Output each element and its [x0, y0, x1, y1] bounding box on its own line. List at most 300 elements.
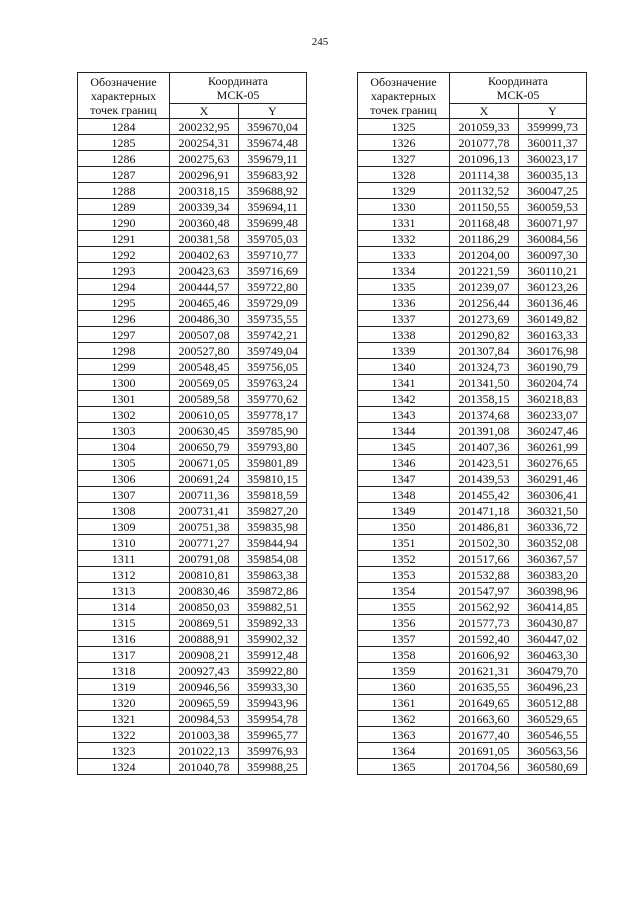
table-row [358, 167, 587, 183]
point-number: 1285 [78, 135, 170, 151]
point-number: 1284 [78, 119, 170, 135]
point-number: 1304 [78, 439, 170, 455]
x-value: 201532,88 [450, 567, 519, 583]
point-number: 1335 [358, 279, 450, 295]
table-row [78, 407, 307, 423]
point-number: 1294 [78, 279, 170, 295]
point-number: 1362 [358, 711, 450, 727]
point-number: 1300 [78, 375, 170, 391]
y-value: 360430,87 [519, 615, 587, 631]
x-value: 201691,05 [450, 743, 519, 759]
x-value: 201407,36 [450, 439, 519, 455]
table-row [78, 183, 307, 199]
point-number: 1316 [78, 631, 170, 647]
header-x: X [450, 104, 519, 119]
x-value: 201186,29 [450, 231, 519, 247]
point-number: 1295 [78, 295, 170, 311]
table-row [358, 663, 587, 679]
y-value: 359933,30 [239, 679, 307, 695]
y-value: 359882,51 [239, 599, 307, 615]
y-value: 359902,32 [239, 631, 307, 647]
x-value: 200927,43 [170, 663, 239, 679]
y-value: 360496,23 [519, 679, 587, 695]
point-number: 1293 [78, 263, 170, 279]
table-row [358, 519, 587, 535]
y-value: 360023,17 [519, 151, 587, 167]
y-value: 359729,09 [239, 295, 307, 311]
table-row [358, 679, 587, 695]
table-row [78, 583, 307, 599]
x-value: 200232,95 [170, 119, 239, 135]
table-row [358, 423, 587, 439]
table-row [358, 151, 587, 167]
header-y: Y [239, 104, 307, 119]
x-value: 200650,79 [170, 439, 239, 455]
point-number: 1289 [78, 199, 170, 215]
header-point-id-text: Обозначение характерных точек границ [90, 74, 157, 117]
x-value: 201704,56 [450, 759, 519, 775]
point-number: 1309 [78, 519, 170, 535]
point-number: 1336 [358, 295, 450, 311]
x-value: 200402,63 [170, 247, 239, 263]
table-row [358, 551, 587, 567]
x-value: 201391,08 [450, 423, 519, 439]
point-number: 1354 [358, 583, 450, 599]
table-row [78, 455, 307, 471]
point-number: 1314 [78, 599, 170, 615]
point-number: 1313 [78, 583, 170, 599]
point-number: 1325 [358, 119, 450, 135]
x-value: 200965,59 [170, 695, 239, 711]
point-number: 1299 [78, 359, 170, 375]
y-value: 360479,70 [519, 663, 587, 679]
y-value: 359854,08 [239, 551, 307, 567]
point-number: 1359 [358, 663, 450, 679]
table-row [358, 343, 587, 359]
y-value: 360011,37 [519, 135, 587, 151]
table-row [358, 455, 587, 471]
table-row [78, 487, 307, 503]
x-value: 200751,38 [170, 519, 239, 535]
y-value: 360059,53 [519, 199, 587, 215]
table-row [358, 311, 587, 327]
x-value: 201132,52 [450, 183, 519, 199]
x-value: 201290,82 [450, 327, 519, 343]
y-value: 359716,69 [239, 263, 307, 279]
x-value: 200610,05 [170, 407, 239, 423]
point-number: 1339 [358, 343, 450, 359]
y-value: 359965,77 [239, 727, 307, 743]
point-number: 1343 [358, 407, 450, 423]
table-row [358, 359, 587, 375]
y-value: 359694,11 [239, 199, 307, 215]
table-row [358, 375, 587, 391]
x-value: 200381,58 [170, 231, 239, 247]
y-value: 359763,24 [239, 375, 307, 391]
table-row [358, 119, 587, 135]
x-value: 200869,51 [170, 615, 239, 631]
y-value: 359785,90 [239, 423, 307, 439]
point-number: 1323 [78, 743, 170, 759]
y-value: 359810,15 [239, 471, 307, 487]
point-number: 1358 [358, 647, 450, 663]
table-row [78, 295, 307, 311]
point-number: 1317 [78, 647, 170, 663]
table-row [78, 647, 307, 663]
point-number: 1305 [78, 455, 170, 471]
table-row [358, 295, 587, 311]
table-row [78, 567, 307, 583]
x-value: 201324,73 [450, 359, 519, 375]
point-number: 1350 [358, 519, 450, 535]
y-value: 360529,65 [519, 711, 587, 727]
point-number: 1287 [78, 167, 170, 183]
x-value: 201486,81 [450, 519, 519, 535]
x-value: 201221,59 [450, 263, 519, 279]
table-row [78, 327, 307, 343]
x-value: 201374,68 [450, 407, 519, 423]
table-row [358, 487, 587, 503]
y-value: 360123,26 [519, 279, 587, 295]
point-number: 1361 [358, 695, 450, 711]
x-value: 201022,13 [170, 743, 239, 759]
x-value: 200691,24 [170, 471, 239, 487]
table-row [78, 151, 307, 167]
point-number: 1327 [358, 151, 450, 167]
y-value: 360512,88 [519, 695, 587, 711]
x-value: 201150,55 [450, 199, 519, 215]
table-row [78, 391, 307, 407]
table-row [358, 439, 587, 455]
x-value: 200791,08 [170, 551, 239, 567]
y-value: 359988,25 [239, 759, 307, 775]
table-row [358, 583, 587, 599]
point-number: 1349 [358, 503, 450, 519]
y-value: 360176,98 [519, 343, 587, 359]
table-row [358, 503, 587, 519]
y-value: 359818,59 [239, 487, 307, 503]
y-value: 360035,13 [519, 167, 587, 183]
table-row [78, 743, 307, 759]
x-value: 201577,73 [450, 615, 519, 631]
y-value: 360383,20 [519, 567, 587, 583]
y-value: 359954,78 [239, 711, 307, 727]
y-value: 359735,55 [239, 311, 307, 327]
x-value: 201114,38 [450, 167, 519, 183]
table-row [358, 631, 587, 647]
y-value: 359793,80 [239, 439, 307, 455]
point-number: 1357 [358, 631, 450, 647]
y-value: 360414,85 [519, 599, 587, 615]
y-value: 359844,94 [239, 535, 307, 551]
table-row [78, 535, 307, 551]
y-value: 360163,33 [519, 327, 587, 343]
x-value: 201562,92 [450, 599, 519, 615]
point-number: 1298 [78, 343, 170, 359]
point-number: 1360 [358, 679, 450, 695]
x-value: 201502,30 [450, 535, 519, 551]
point-number: 1332 [358, 231, 450, 247]
x-value: 200888,91 [170, 631, 239, 647]
point-number: 1318 [78, 663, 170, 679]
x-value: 200630,45 [170, 423, 239, 439]
y-value: 360204,74 [519, 375, 587, 391]
coordinates-table-left [77, 72, 307, 775]
table-row [358, 231, 587, 247]
point-number: 1296 [78, 311, 170, 327]
table-row [78, 215, 307, 231]
y-value: 359976,93 [239, 743, 307, 759]
x-value: 201040,78 [170, 759, 239, 775]
x-value: 201341,50 [450, 375, 519, 391]
x-value: 200423,63 [170, 263, 239, 279]
point-number: 1351 [358, 535, 450, 551]
x-value: 200810,81 [170, 567, 239, 583]
y-value: 360352,08 [519, 535, 587, 551]
y-value: 360084,56 [519, 231, 587, 247]
x-value: 200339,34 [170, 199, 239, 215]
point-number: 1328 [358, 167, 450, 183]
x-value: 201677,40 [450, 727, 519, 743]
point-number: 1324 [78, 759, 170, 775]
table-row [78, 439, 307, 455]
y-value: 360261,99 [519, 439, 587, 455]
y-value: 359943,96 [239, 695, 307, 711]
y-value: 360097,30 [519, 247, 587, 263]
y-value: 360247,46 [519, 423, 587, 439]
x-value: 201423,51 [450, 455, 519, 471]
table-row [78, 375, 307, 391]
x-value: 200908,21 [170, 647, 239, 663]
point-number: 1288 [78, 183, 170, 199]
point-number: 1291 [78, 231, 170, 247]
point-number: 1330 [358, 199, 450, 215]
point-number: 1363 [358, 727, 450, 743]
y-value: 359679,11 [239, 151, 307, 167]
x-value: 200830,46 [170, 583, 239, 599]
y-value: 360190,79 [519, 359, 587, 375]
x-value: 200548,45 [170, 359, 239, 375]
header-coordinate-text: Координата МСК-05 [208, 74, 268, 102]
point-number: 1301 [78, 391, 170, 407]
table-row [358, 135, 587, 151]
point-number: 1342 [358, 391, 450, 407]
x-value: 200569,05 [170, 375, 239, 391]
y-value: 360306,41 [519, 487, 587, 503]
point-number: 1334 [358, 263, 450, 279]
x-value: 201003,38 [170, 727, 239, 743]
x-value: 200771,27 [170, 535, 239, 551]
point-number: 1365 [358, 759, 450, 775]
table-row [358, 471, 587, 487]
x-value: 201059,33 [450, 119, 519, 135]
y-value: 360447,02 [519, 631, 587, 647]
y-value: 359778,17 [239, 407, 307, 423]
header-coordinate [450, 73, 587, 104]
x-value: 201517,66 [450, 551, 519, 567]
y-value: 359722,80 [239, 279, 307, 295]
y-value: 359770,62 [239, 391, 307, 407]
point-number: 1312 [78, 567, 170, 583]
point-number: 1303 [78, 423, 170, 439]
x-value: 200946,56 [170, 679, 239, 695]
y-value: 359863,38 [239, 567, 307, 583]
y-value: 360047,25 [519, 183, 587, 199]
table-row [78, 551, 307, 567]
point-number: 1307 [78, 487, 170, 503]
x-value: 200465,46 [170, 295, 239, 311]
point-number: 1345 [358, 439, 450, 455]
coordinates-table-right [357, 72, 587, 775]
x-value: 201649,65 [450, 695, 519, 711]
point-number: 1337 [358, 311, 450, 327]
table-row [78, 199, 307, 215]
x-value: 200589,58 [170, 391, 239, 407]
y-value: 360580,69 [519, 759, 587, 775]
point-number: 1355 [358, 599, 450, 615]
y-value: 360546,55 [519, 727, 587, 743]
header-x: X [170, 104, 239, 119]
x-value: 200360,48 [170, 215, 239, 231]
point-number: 1338 [358, 327, 450, 343]
table-row [78, 599, 307, 615]
table-row [78, 631, 307, 647]
table-row [78, 119, 307, 135]
header-y: Y [519, 104, 587, 119]
table-row [358, 647, 587, 663]
table-row [78, 231, 307, 247]
table-row [358, 695, 587, 711]
y-value: 360071,97 [519, 215, 587, 231]
x-value: 200486,30 [170, 311, 239, 327]
y-value: 359705,03 [239, 231, 307, 247]
table-row [78, 711, 307, 727]
y-value: 359872,86 [239, 583, 307, 599]
point-number: 1331 [358, 215, 450, 231]
x-value: 200254,31 [170, 135, 239, 151]
y-value: 359670,04 [239, 119, 307, 135]
table-row [358, 247, 587, 263]
header-coordinate [170, 73, 307, 104]
header-point-id [358, 73, 450, 119]
x-value: 201358,15 [450, 391, 519, 407]
x-value: 201439,53 [450, 471, 519, 487]
y-value: 359688,92 [239, 183, 307, 199]
table-row [78, 663, 307, 679]
y-value: 360336,72 [519, 519, 587, 535]
table-row [358, 599, 587, 615]
y-value: 359892,33 [239, 615, 307, 631]
y-value: 360291,46 [519, 471, 587, 487]
table-row [358, 615, 587, 631]
point-number: 1297 [78, 327, 170, 343]
table-row [358, 391, 587, 407]
table-row [78, 695, 307, 711]
table-row [358, 727, 587, 743]
x-value: 200318,15 [170, 183, 239, 199]
x-value: 200850,03 [170, 599, 239, 615]
point-number: 1306 [78, 471, 170, 487]
y-value: 360218,83 [519, 391, 587, 407]
x-value: 200527,80 [170, 343, 239, 359]
point-number: 1356 [358, 615, 450, 631]
x-value: 200296,91 [170, 167, 239, 183]
y-value: 359749,04 [239, 343, 307, 359]
table-row [78, 343, 307, 359]
x-value: 200711,36 [170, 487, 239, 503]
x-value: 200984,53 [170, 711, 239, 727]
x-value: 200731,41 [170, 503, 239, 519]
y-value: 359835,98 [239, 519, 307, 535]
table-row [78, 167, 307, 183]
table-row [358, 183, 587, 199]
x-value: 201204,00 [450, 247, 519, 263]
point-number: 1315 [78, 615, 170, 631]
x-value: 200444,57 [170, 279, 239, 295]
point-number: 1308 [78, 503, 170, 519]
y-value: 360110,21 [519, 263, 587, 279]
y-value: 360276,65 [519, 455, 587, 471]
y-value: 359912,48 [239, 647, 307, 663]
table-row [78, 727, 307, 743]
table-row [358, 199, 587, 215]
x-value: 201606,92 [450, 647, 519, 663]
table-row [78, 759, 307, 775]
table-row [78, 247, 307, 263]
y-value: 359999,73 [519, 119, 587, 135]
point-number: 1322 [78, 727, 170, 743]
point-number: 1347 [358, 471, 450, 487]
table-row [358, 327, 587, 343]
y-value: 360563,56 [519, 743, 587, 759]
x-value: 201168,48 [450, 215, 519, 231]
x-value: 201635,55 [450, 679, 519, 695]
point-number: 1320 [78, 695, 170, 711]
point-number: 1321 [78, 711, 170, 727]
table-row [358, 535, 587, 551]
y-value: 359674,48 [239, 135, 307, 151]
y-value: 359699,48 [239, 215, 307, 231]
point-number: 1352 [358, 551, 450, 567]
x-value: 200671,05 [170, 455, 239, 471]
y-value: 360367,57 [519, 551, 587, 567]
table-row [358, 759, 587, 775]
x-value: 201547,97 [450, 583, 519, 599]
y-value: 359742,21 [239, 327, 307, 343]
table-row [78, 679, 307, 695]
table-row [358, 407, 587, 423]
point-number: 1286 [78, 151, 170, 167]
point-number: 1346 [358, 455, 450, 471]
x-value: 201455,42 [450, 487, 519, 503]
table-row [78, 311, 307, 327]
table-row [78, 423, 307, 439]
point-number: 1364 [358, 743, 450, 759]
y-value: 360136,46 [519, 295, 587, 311]
y-value: 360149,82 [519, 311, 587, 327]
table-row [78, 135, 307, 151]
x-value: 201096,13 [450, 151, 519, 167]
y-value: 360321,50 [519, 503, 587, 519]
table-row [78, 279, 307, 295]
x-value: 200275,63 [170, 151, 239, 167]
x-value: 201471,18 [450, 503, 519, 519]
table-row [78, 503, 307, 519]
header-point-id [78, 73, 170, 119]
y-value: 360233,07 [519, 407, 587, 423]
y-value: 359827,20 [239, 503, 307, 519]
table-row [358, 215, 587, 231]
